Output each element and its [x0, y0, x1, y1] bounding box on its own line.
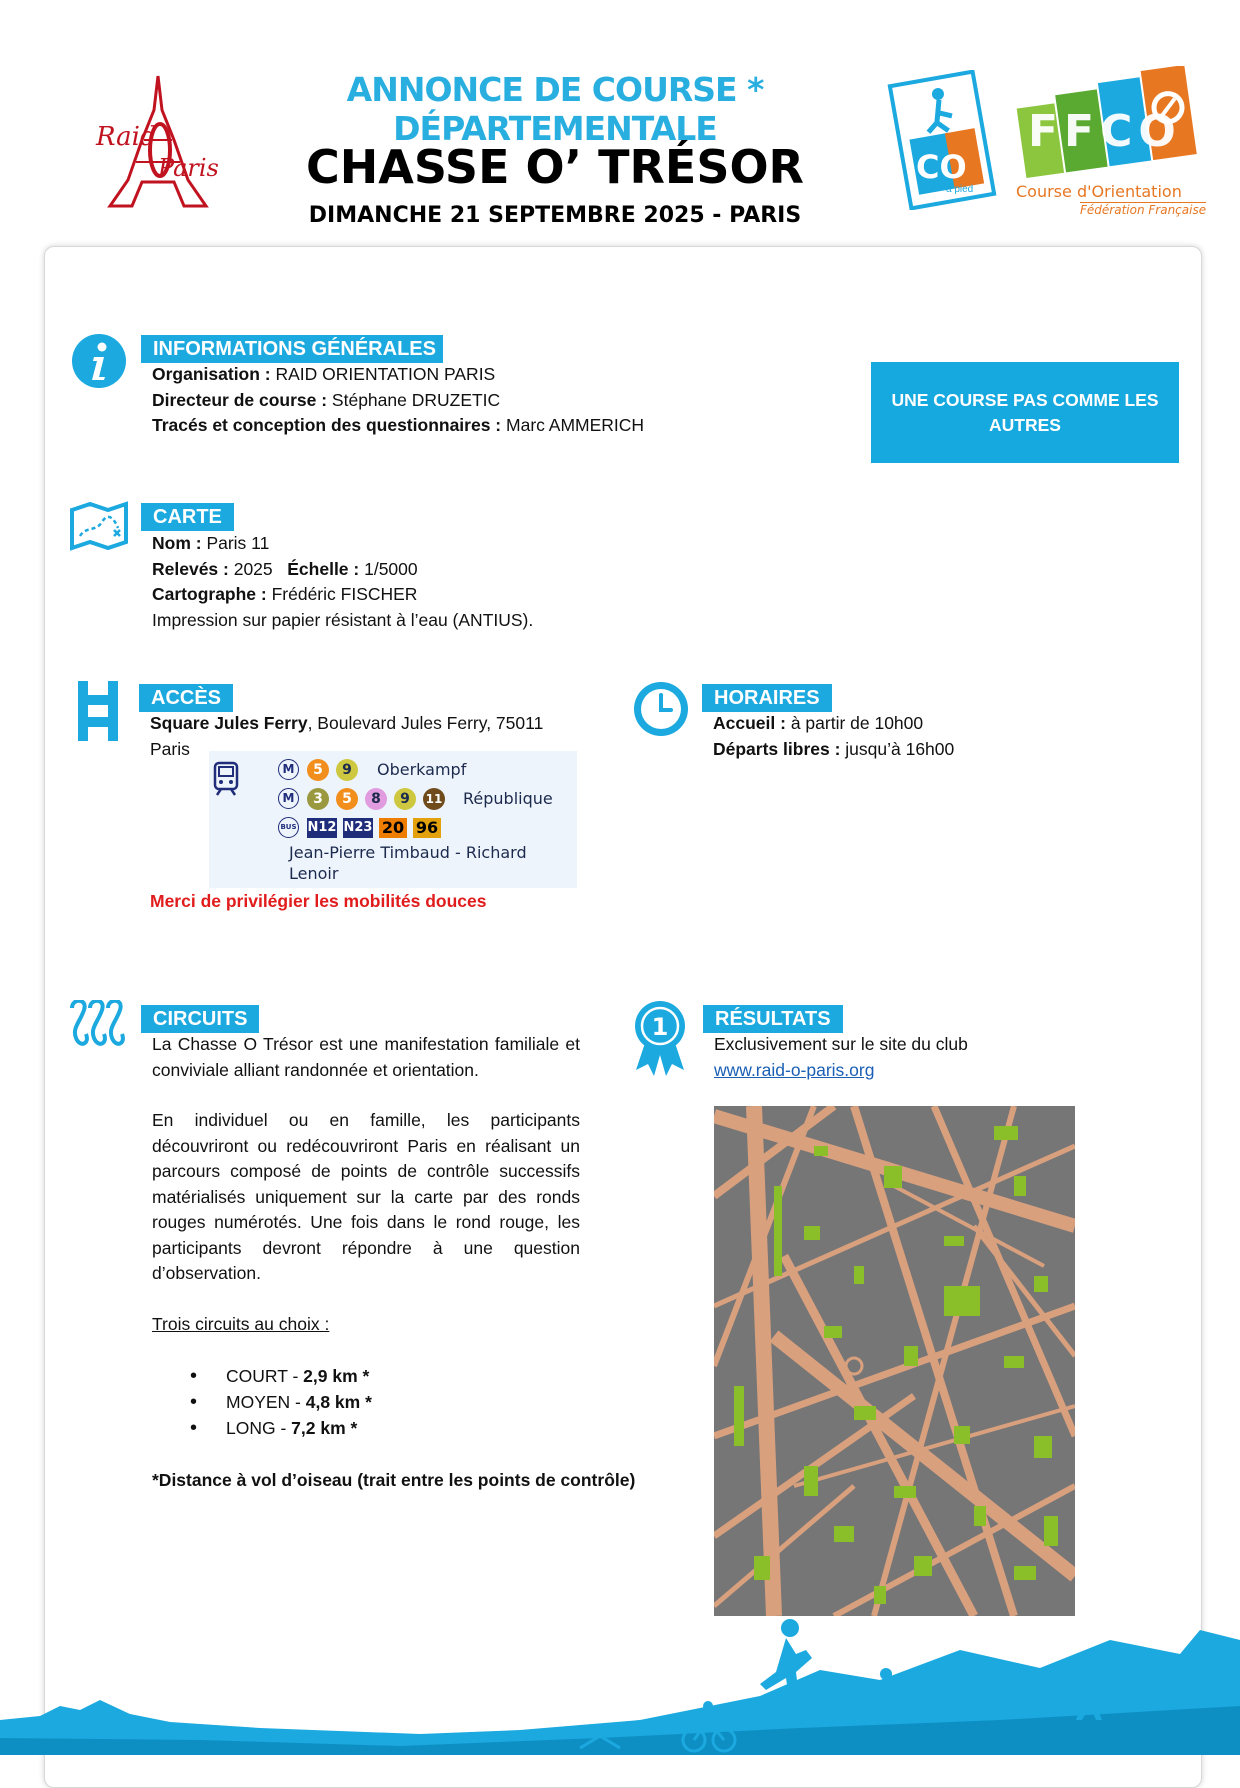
- orienteering-map: [714, 1106, 1075, 1616]
- circuits-intro: La Chasse O Trésor est une manifestation familiale et conviviale alliant randonnée et orientation.: [152, 1034, 580, 1080]
- section-label-infos: INFORMATIONS GÉNÉRALES: [141, 335, 443, 363]
- section-label-acces: ACCÈS: [139, 684, 233, 712]
- list-item: • COURT - 2,9 km *: [152, 1363, 552, 1389]
- stop-oberkampf: Oberkampf: [377, 760, 467, 779]
- resultats-text: Exclusivement sur le site du club: [714, 1034, 968, 1054]
- cartographe-line: Cartographe : Frédéric FISCHER: [152, 584, 418, 604]
- announcement-heading: ANNONCE DE COURSE * DÉPARTEMENTALE: [346, 70, 764, 148]
- mobility-note: Merci de privilégier les mobilités douces: [150, 891, 487, 911]
- section-label-horaires: HORAIRES: [702, 684, 832, 712]
- directeur-line: Directeur de course : Stéphane DRUZETIC: [152, 389, 501, 410]
- metro-line-9: 9: [336, 759, 358, 781]
- metro-line-8: 8: [365, 788, 387, 810]
- releves-line: Relevés : 2025 Échelle : 1/5000: [152, 558, 418, 579]
- co-a-pied-logo: [886, 70, 998, 210]
- list-item: • MOYEN - 4,8 km *: [152, 1389, 552, 1415]
- horaires-body: [713, 711, 1113, 762]
- circuits-description: En individuel ou en famille, les participants découvriront ou redécouvriront Paris en réalisant un parcours composé de points de contrôle successifs matérialisés uniquement sur la carte par des ronds rouges numérotés. Une fois dans le rond rouge, les participants devront répondre à une question d’observation.: [152, 1110, 580, 1283]
- bus-line-n23: N23: [343, 818, 373, 838]
- footer-silhouette: [0, 1610, 1240, 1755]
- carte-body: [152, 531, 752, 633]
- bus-icon: BUS: [278, 817, 299, 838]
- highlight-box: UNE COURSE PAS COMME LES AUTRES: [871, 362, 1179, 463]
- bus-line-n12: N12: [307, 818, 337, 838]
- co-logo-sub: à pied: [946, 184, 974, 195]
- metro-icon: M: [278, 788, 299, 809]
- page-title: CHASSE O’ TRÉSOR: [306, 140, 804, 194]
- section-label-resultats: RÉSULTATS: [703, 1005, 843, 1033]
- list-item: • LONG - 7,2 km *: [152, 1415, 552, 1441]
- transit-info: [209, 751, 577, 888]
- ffco-sub-1: Course d'Orientation: [1016, 182, 1182, 201]
- event-date: DIMANCHE 21 SEPTEMBRE 2025 - PARIS: [308, 203, 802, 228]
- stop-timbaud: Jean-Pierre Timbaud - Richard Lenoir: [289, 843, 527, 883]
- medal-icon: [632, 1000, 688, 1081]
- signpost-icon: [76, 681, 122, 746]
- club-website-link[interactable]: www.raid-o-paris.org: [714, 1060, 875, 1080]
- clock-icon: [633, 681, 689, 742]
- accueil-line: Accueil : à partir de 10h00: [713, 713, 924, 733]
- section-label-carte: CARTE: [141, 503, 234, 531]
- co-logo-text: CO: [916, 148, 967, 186]
- acces-address: Square Jules Ferry, Boulevard Jules Ferry, 75011 Paris: [150, 713, 544, 759]
- metro-icon: M: [278, 759, 299, 780]
- nom-line: Nom : Paris 11: [152, 533, 270, 553]
- metro-line-5: 5: [307, 759, 329, 781]
- metro-line-9: 9: [394, 788, 416, 810]
- metro-line-5: 5: [336, 788, 358, 810]
- train-icon: [211, 761, 241, 797]
- bus-line-20: 20: [379, 818, 407, 838]
- svg-text:1: 1: [651, 1013, 669, 1041]
- map-icon: [68, 498, 130, 559]
- ffco-logo: [1014, 66, 1207, 222]
- organisation-line: Organisation : RAID ORIENTATION PARIS: [152, 364, 496, 384]
- metro-line-3: 3: [307, 788, 329, 810]
- ffco-logo-text: FFCO: [1028, 106, 1182, 157]
- traces-line: Tracés et conception des questionnaires : Marc AMMERICH: [152, 415, 645, 435]
- distance-note: *Distance à vol d’oiseau (trait entre les points de contrôle): [152, 1470, 636, 1490]
- metro-line-11: 11: [423, 788, 445, 810]
- circuits-icon: [68, 1000, 132, 1053]
- section-label-circuits: CIRCUITS: [141, 1005, 259, 1033]
- circuits-list: [152, 1363, 552, 1441]
- departs-line: Départs libres : jusqu’à 16h00: [713, 738, 955, 759]
- raid-logo-text-top: Raid: [96, 122, 157, 152]
- impression-line: Impression sur papier résistant à l’eau (ANTIUS).: [152, 609, 534, 630]
- raid-logo-text-bottom: Paris: [158, 154, 219, 182]
- infos-body: [152, 362, 772, 439]
- circuits-choice-heading: Trois circuits au choix :: [152, 1314, 330, 1334]
- bus-line-96: 96: [413, 818, 441, 838]
- stop-republique: République: [463, 789, 553, 808]
- ffco-sub-2: Fédération Française: [1080, 203, 1207, 217]
- info-icon: [71, 333, 127, 394]
